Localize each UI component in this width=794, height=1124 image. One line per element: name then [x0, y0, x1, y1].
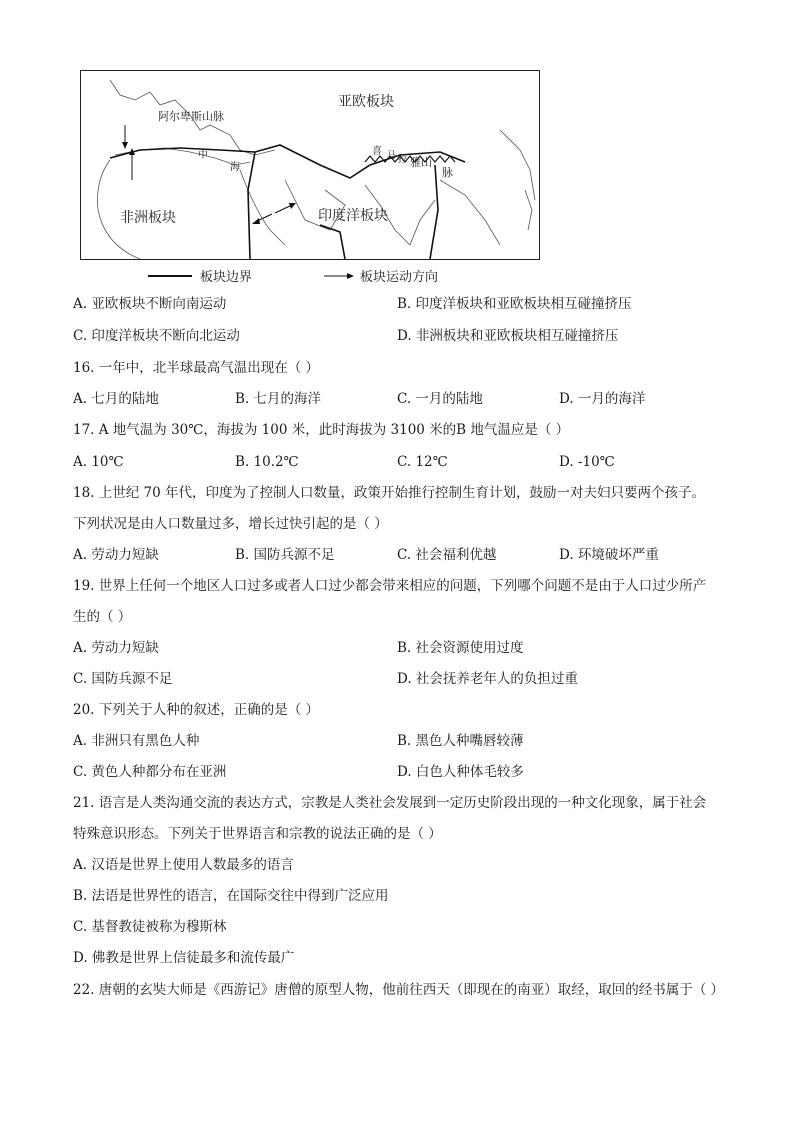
legend-direction [324, 266, 438, 285]
q16-option-b[interactable]: B. 七月的海洋 [235, 391, 322, 407]
q18-option-b[interactable]: B. 国防兵源不足 [235, 547, 335, 563]
plate-map [80, 70, 540, 260]
q22-stem: 22. 唐朝的玄奘大师是《西游记》唐僧的原型人物，他前往西天（即现在的南亚）取经，取回的经书属于（ ） [73, 982, 725, 998]
legend-boundary-label: 板块边界 [200, 270, 253, 285]
q18-option-c[interactable]: C. 社会福利优越 [397, 547, 497, 563]
label-alps: 阿尔卑斯山脉 [158, 110, 224, 123]
label-zhong: 中 [198, 150, 208, 161]
q20-option-a[interactable]: A. 非洲只有黑色人种 [73, 733, 200, 749]
q17-option-a[interactable]: A. 10℃ [73, 454, 124, 470]
label-himalaya-4: 雅山 [410, 156, 432, 169]
label-hai: 海 [230, 162, 240, 173]
q15-option-b[interactable]: B. 印度洋板块和亚欧板块相互碰撞挤压 [397, 296, 632, 312]
label-himalaya-3: 拉 [398, 155, 408, 165]
q19-option-a[interactable]: A. 劳动力短缺 [73, 640, 159, 656]
q21-stem-line2: 特殊意识形态。下列关于世界语言和宗教的说法正确的是（ ） [73, 826, 442, 842]
q16-stem: 16. 一年中，北半球最高气温出现在（ ） [73, 360, 320, 376]
q19-option-c[interactable]: C. 国防兵源不足 [73, 671, 173, 687]
q17-stem: 17. A 地气温为 30℃，海拔为 100 米，此时海拔为 3100 米的B 地气温应是（ ） [73, 422, 570, 438]
q16-option-a[interactable]: A. 七月的陆地 [73, 391, 159, 407]
q18-option-a[interactable]: A. 劳动力短缺 [73, 547, 159, 563]
q16-option-d[interactable]: D. 一月的海洋 [559, 391, 646, 407]
q17-option-d[interactable]: D. -10℃ [559, 454, 615, 470]
map-legend [148, 266, 508, 286]
legend-boundary [148, 266, 252, 285]
label-africa: 非洲板块 [120, 210, 176, 226]
q21-option-c[interactable]: C. 基督教徒被称为穆斯林 [73, 919, 227, 935]
q15-option-c[interactable]: C. 印度洋板块不断向北运动 [73, 328, 240, 344]
q20-option-c[interactable]: C. 黄色人种都分布在亚洲 [73, 764, 227, 780]
q17-option-c[interactable]: C. 12℃ [397, 454, 448, 470]
q19-option-d[interactable]: D. 社会抚养老年人的负担过重 [397, 671, 578, 687]
plate-map-svg [80, 70, 540, 260]
q21-stem-line1: 21. 语言是人类沟通交流的表达方式，宗教是人类社会发展到一定历史阶段出现的一种文化现象，属于社会 [73, 795, 707, 811]
q20-option-d[interactable]: D. 白色人种体毛较多 [397, 764, 524, 780]
q21-option-d[interactable]: D. 佛教是世界上信徒最多和流传最广 [73, 950, 295, 966]
q18-stem-line1: 18. 上世纪 70 年代，印度为了控制人口数量，政策开始推行控制生育计划，鼓励一对夫妇只要两个孩子。 [73, 485, 706, 501]
q15-option-a[interactable]: A. 亚欧板块不断向南运动 [73, 296, 227, 312]
label-eurasia: 亚欧板块 [338, 94, 394, 110]
boundary-line-icon [148, 275, 192, 277]
label-himalaya-2: 马 [387, 151, 397, 161]
label-himalaya-1: 喜 [372, 146, 382, 157]
q20-option-b[interactable]: B. 黑色人种嘴唇较薄 [397, 733, 524, 749]
q18-option-d[interactable]: D. 环境破坏严重 [559, 547, 659, 563]
q20-stem: 20. 下列关于人种的叙述，正确的是（ ） [73, 702, 320, 718]
q21-option-b[interactable]: B. 法语是世界性的语言，在国际交往中得到广泛应用 [73, 888, 389, 904]
q16-option-c[interactable]: C. 一月的陆地 [397, 391, 483, 407]
q21-option-a[interactable]: A. 汉语是世界上使用人数最多的语言 [73, 857, 294, 873]
label-himalaya-5: 脉 [442, 166, 453, 179]
q18-stem-line2: 下列状况是由人口数量过多，增长过快引起的是（ ） [73, 516, 388, 532]
direction-arrow-icon [324, 271, 354, 281]
legend-direction-label: 板块运动方向 [360, 270, 439, 285]
q19-stem-line2: 生的（ ） [73, 609, 132, 625]
q17-option-b[interactable]: B. 10.2℃ [235, 454, 299, 470]
q15-option-d[interactable]: D. 非洲板块和亚欧板块相互碰撞挤压 [397, 328, 619, 344]
q19-stem-line1: 19. 世界上任何一个地区人口过多或者人口过少都会带来相应的问题，下列哪个问题不是由于人口过少所产 [73, 578, 707, 594]
q19-option-b[interactable]: B. 社会资源使用过度 [397, 640, 524, 656]
label-indian: 印度洋板块 [318, 208, 388, 224]
